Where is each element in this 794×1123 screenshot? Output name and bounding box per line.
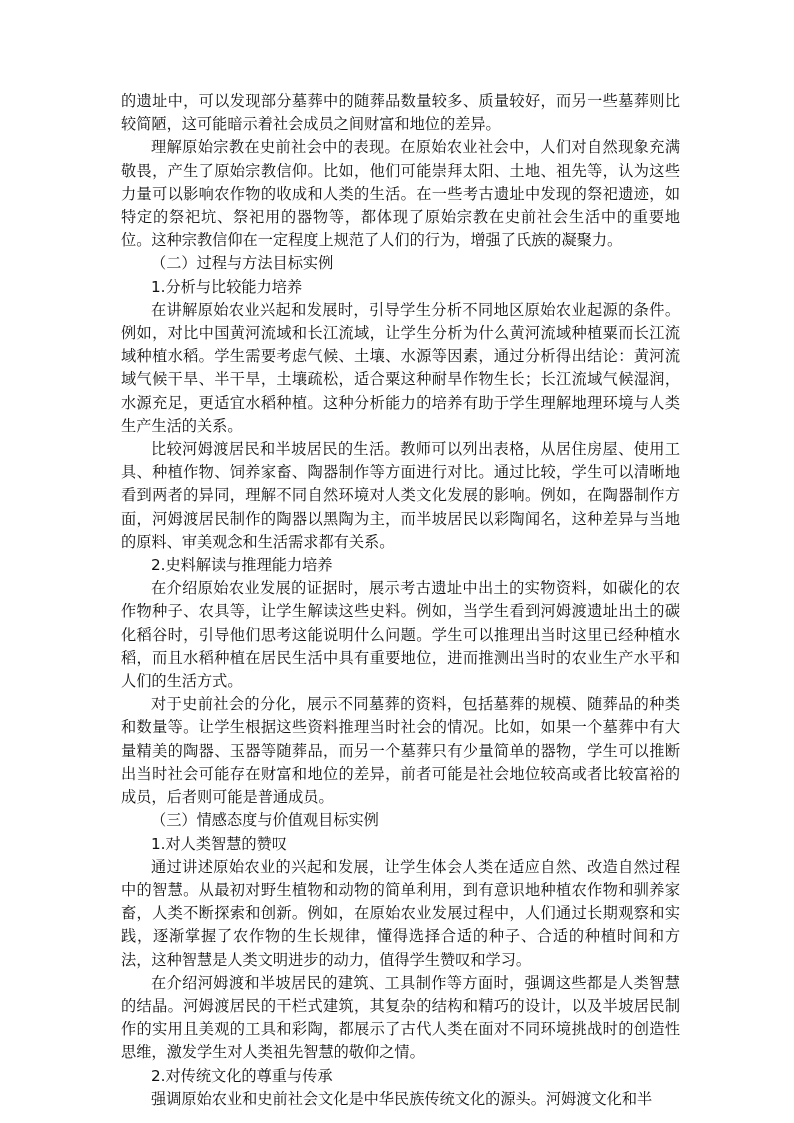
- subsection-heading: 2.对传统文化的尊重与传承: [151, 1066, 333, 1085]
- subsection-heading: 1.分析与比较能力培养: [151, 277, 303, 296]
- paragraph: 的遗址中，可以发现部分墓葬中的随葬品数量较多、质量较好，而另一些墓葬则比较简陋，这可能暗示着社会成员之间财富和地位的差异。: [121, 92, 680, 134]
- paragraph: 在介绍原始农业发展的证据时，展示考古遗址中出土的实物资料，如碳化的农作物种子、农具等，让学生解读这些史料。例如，当学生看到河姆渡遗址出土的碳化稻谷时，引导他们思考这能说明什么问题。学生可以推理出当时这里已经种植水稻，而且水稻种植在居民生活中具有重要地位，进而推测出当时的农业生产水平和人们的生活方式。: [121, 579, 680, 691]
- section-heading: （二）过程与方法目标实例: [151, 254, 334, 273]
- document-body: [121, 90, 680, 1111]
- section-heading: （三）情感态度与价值观目标实例: [151, 811, 379, 830]
- subsection-heading: 1.对人类智慧的赞叹: [151, 834, 287, 853]
- paragraph: 对于史前社会的分化，展示不同墓葬的资料，包括墓葬的规模、随葬品的种类和数量等。让学生根据这些资料推理当时社会的情况。比如，如果一个墓葬中有大量精美的陶器、玉器等随葬品，而另一个墓葬只有少量简单的器物，学生可以推断出当时社会可能存在财富和地位的差异，前者可能是社会地位较高或者比较富裕的成员，后者则可能是普通成员。: [121, 695, 680, 807]
- paragraph: 通过讲述原始农业的兴起和发展，让学生体会人类在适应自然、改造自然过程中的智慧。从最初对野生植物和动物的简单利用，到有意识地种植农作物和驯养家畜，人类不断探索和创新。例如，在原始农业发展过程中，人们通过长期观察和实践，逐渐掌握了农作物的生长规律，懂得选择合适的种子、合适的种植时间和方法，这种智慧是人类文明进步的动力，值得学生赞叹和学习。: [121, 857, 680, 969]
- subsection-heading: 2.史料解读与推理能力培养: [151, 556, 333, 575]
- paragraph: 在讲解原始农业兴起和发展时，引导学生分析不同地区原始农业起源的条件。例如，对比中国黄河流域和长江流域，让学生分析为什么黄河流域种植粟而长江流域种植水稻。学生需要考虑气候、土壤、水源等因素，通过分析得出结论：黄河流域气候干旱、半干旱，土壤疏松，适合粟这种耐旱作物生长；长江流域气候湿润，水源充足，更适宜水稻种植。这种分析能力的培养有助于学生理解地理环境与人类生产生活的关系。: [121, 300, 680, 435]
- paragraph: 理解原始宗教在史前社会中的表现。在原始农业社会中，人们对自然现象充满敬畏，产生了原始宗教信仰。比如，他们可能崇拜太阳、土地、祖先等，认为这些力量可以影响农作物的收成和人类的生活。在一些考古遗址中发现的祭祀遗迹，如特定的祭祀坑、祭祀用的器物等，都体现了原始宗教在史前社会生活中的重要地位。这种宗教信仰在一定程度上规范了人们的行为，增强了氏族的凝聚力。: [121, 138, 680, 250]
- paragraph: 强调原始农业和史前社会文化是中华民族传统文化的源头。河姆渡文化和半: [151, 1089, 653, 1108]
- paragraph: 在介绍河姆渡和半坡居民的建筑、工具制作等方面时，强调这些都是人类智慧的结晶。河姆渡居民的干栏式建筑，其复杂的结构和精巧的设计，以及半坡居民制作的实用且美观的工具和彩陶，都展示了古代人类在面对不同环境挑战时的创造性思维，激发学生对人类祖先智慧的敬仰之情。: [121, 973, 680, 1062]
- paragraph: 比较河姆渡居民和半坡居民的生活。教师可以列出表格，从居住房屋、使用工具、种植作物、饲养家畜、陶器制作等方面进行对比。通过比较，学生可以清晰地看到两者的异同，理解不同自然环境对人类文化发展的影响。例如，在陶器制作方面，河姆渡居民制作的陶器以黑陶为主，而半坡居民以彩陶闻名，这种差异与当地的原料、审美观念和生活需求都有关系。: [121, 440, 680, 551]
